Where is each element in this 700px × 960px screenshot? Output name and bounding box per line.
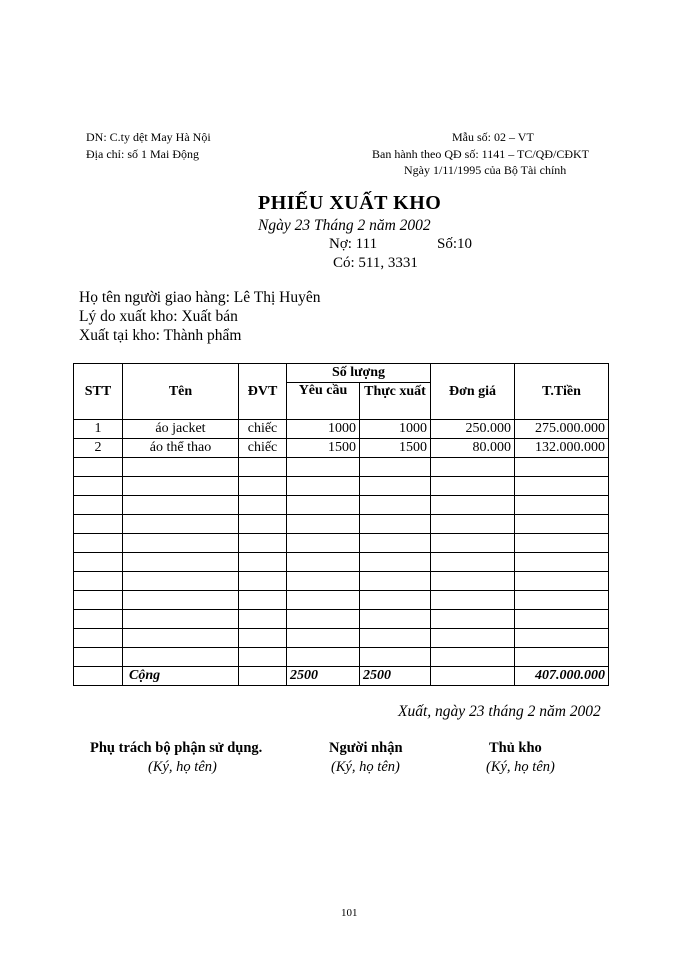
row-name: áo thể thao [123, 439, 239, 458]
header-name: Tên [123, 364, 239, 420]
table-row-empty [74, 610, 609, 629]
table-row-empty [74, 515, 609, 534]
document-number: Số:10 [437, 236, 473, 252]
row-actual: 1500 [360, 439, 431, 458]
header-requested: Yêu cầu [287, 383, 360, 420]
signature-note-receiver: (Ký, họ tên) [331, 759, 400, 775]
row-name: áo jacket [123, 420, 239, 439]
page-number: 101 [341, 907, 358, 919]
row-requested: 1000 [287, 420, 360, 439]
table-row-empty [74, 477, 609, 496]
signature-role-usage-dept: Phụ trách bộ phận sử dụng. [90, 740, 263, 756]
document-date: Ngày 23 Tháng 2 năm 2002 [258, 217, 431, 234]
issued-date: Ngày 1/11/1995 của Bộ Tài chính [404, 163, 567, 177]
table-row-empty [74, 572, 609, 591]
table-header-row [74, 364, 609, 383]
table-row [74, 439, 609, 458]
signature-role-storekeeper: Thủ kho [489, 740, 542, 756]
table-row-empty [74, 591, 609, 610]
row-requested: 1500 [287, 439, 360, 458]
table-row [74, 420, 609, 439]
row-price: 80.000 [431, 439, 515, 458]
signature-note-storekeeper: (Ký, họ tên) [486, 759, 555, 775]
form-number: Mẫu số: 02 – VT [452, 130, 534, 144]
table-row-empty [74, 648, 609, 667]
header-price: Đơn giá [431, 364, 515, 420]
row-stt: 2 [74, 439, 123, 458]
row-amount: 132.000.000 [515, 439, 609, 458]
issued-by: Ban hành theo QĐ số: 1141 – TC/QĐ/CĐKT [372, 147, 589, 161]
credit-account: Có: 511, 3331 [333, 255, 418, 271]
signature-role-receiver: Người nhận [329, 740, 403, 756]
total-label: Cộng [123, 667, 239, 686]
items-table [73, 363, 609, 686]
document-title: PHIẾU XUẤT KHO [258, 192, 442, 214]
footer-date: Xuất, ngày 23 tháng 2 năm 2002 [398, 703, 601, 720]
row-unit: chiếc [239, 439, 287, 458]
total-amount: 407.000.000 [515, 667, 609, 686]
header-amount: T.Tiền [515, 364, 609, 420]
company-name: DN: C.ty dệt May Hà Nội [86, 130, 211, 144]
reason-line: Lý do xuất kho: Xuất bán [79, 308, 238, 325]
warehouse-line: Xuất tại kho: Thành phẩm [79, 327, 242, 344]
deliverer-line: Họ tên người giao hàng: Lê Thị Huyên [79, 289, 321, 306]
row-stt: 1 [74, 420, 123, 439]
signature-note-usage-dept: (Ký, họ tên) [148, 759, 217, 775]
row-actual: 1000 [360, 420, 431, 439]
header-unit: ĐVT [239, 364, 287, 420]
company-address: Địa chỉ: số 1 Mai Động [86, 147, 199, 161]
row-amount: 275.000.000 [515, 420, 609, 439]
total-actual: 2500 [360, 667, 431, 686]
table-row-empty [74, 629, 609, 648]
header-stt: STT [74, 364, 123, 420]
table-row-empty [74, 553, 609, 572]
table-row-empty [74, 458, 609, 477]
table-total-row [74, 667, 609, 686]
header-actual: Thực xuất [360, 383, 431, 420]
row-price: 250.000 [431, 420, 515, 439]
row-unit: chiếc [239, 420, 287, 439]
debit-account: Nợ: 111 [329, 236, 378, 252]
table-row-empty [74, 496, 609, 515]
header-quantity: Số lượng [287, 364, 431, 383]
table-row-empty [74, 534, 609, 553]
total-requested: 2500 [287, 667, 360, 686]
